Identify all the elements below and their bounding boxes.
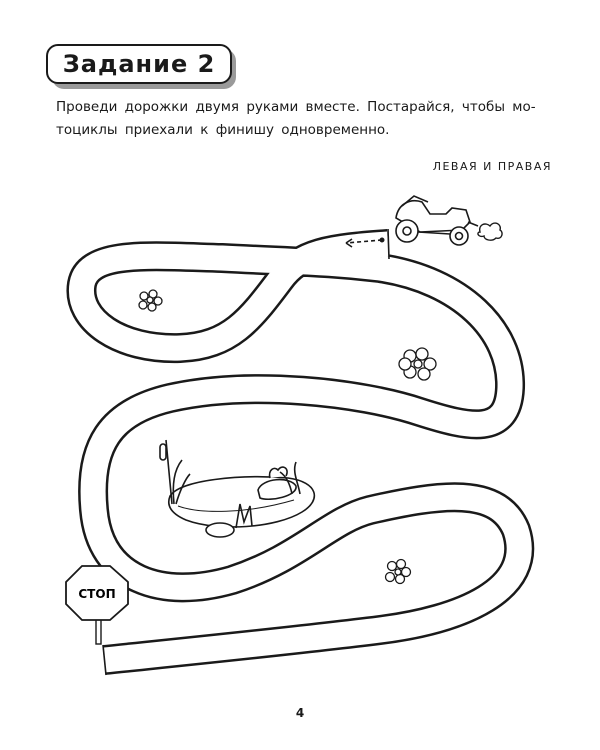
flower-icon-bottom [386, 560, 411, 584]
task-title: Задание 2 [46, 44, 232, 84]
instruction-line-1: Проведи дорожки двумя руками вместе. Постарайся, чтобы мо- [56, 99, 536, 115]
stop-sign-label: СТОП [78, 587, 116, 601]
page-number: 4 [295, 706, 305, 720]
stop-sign [66, 566, 128, 644]
stone-icon [206, 523, 234, 537]
hands-label: ЛЕВАЯ И ПРАВАЯ [432, 160, 552, 173]
flower-icon-left [139, 290, 162, 311]
cattail-icon [160, 444, 166, 460]
flower-icon-right [399, 348, 436, 380]
motorcycle-icon [396, 196, 478, 245]
exhaust-cloud-icon [478, 223, 502, 240]
instruction-line-2: тоциклы приехали к финишу одновременно. [56, 122, 390, 138]
pond-illustration [160, 440, 314, 537]
